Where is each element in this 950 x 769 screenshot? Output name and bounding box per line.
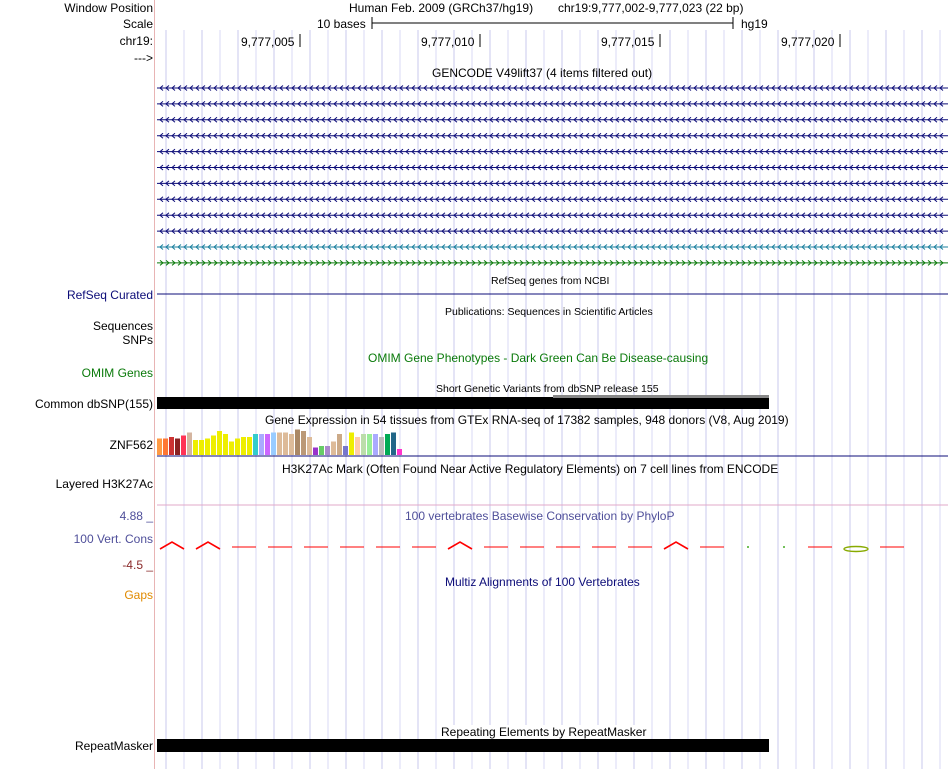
publications-title: Publications: Sequences in Scientific Articles (445, 306, 653, 318)
gtex-bar (319, 446, 324, 455)
gtex-bar (187, 433, 192, 456)
cons-max-label: 4.88 _ (119, 509, 153, 523)
gtex-bar (277, 433, 282, 456)
gtex-bar (241, 437, 246, 455)
gtex-bar (349, 433, 354, 456)
gtex-bar (271, 433, 276, 456)
dbsnp-title: Short Genetic Variants from dbSNP release 155 (436, 383, 659, 395)
gtex-bar (367, 434, 372, 455)
gtex-title: Gene Expression in 54 tissues from GTEx RNA-seq of 17382 samples, 948 donors (V8, Aug 2019) (265, 413, 789, 427)
cons-mark (664, 542, 688, 549)
cons-title: 100 vertebrates Basewise Conservation by PhyloP (405, 509, 675, 523)
cons-min-label: -4.5 _ (122, 558, 153, 572)
gtex-bar (397, 449, 402, 455)
repeatmasker-track-label[interactable]: RepeatMasker (74, 739, 153, 753)
tick-label: 9,777,005 (241, 35, 295, 49)
scale-bar-text: 10 bases (317, 17, 366, 31)
label-separator (154, 0, 155, 769)
gtex-bar (223, 434, 228, 455)
gtex-bar (337, 434, 342, 455)
gtex-bar (307, 437, 312, 455)
gtex-bar (205, 439, 210, 456)
multiz-title: Multiz Alignments of 100 Vertebrates (445, 575, 640, 589)
refseq-title: RefSeq genes from NCBI (491, 275, 610, 287)
gtex-bar (169, 437, 174, 455)
gencode-title: GENCODE V49lift37 (4 items filtered out) (432, 66, 653, 80)
cons-mark (196, 542, 220, 549)
refseq-track-label[interactable]: RefSeq Curated (66, 288, 153, 302)
gtex-bar (175, 439, 180, 456)
gtex-bar (163, 439, 168, 456)
gtex-bar (325, 446, 330, 455)
window-position-label: Window Position (64, 1, 153, 15)
gtex-bar (229, 442, 234, 456)
tick-label: 9,777,010 (421, 35, 475, 49)
gtex-bar (343, 446, 348, 455)
dbsnp-track-label[interactable]: Common dbSNP(155) (34, 397, 153, 411)
gtex-bar (247, 437, 252, 455)
gaps-label[interactable]: Gaps (124, 588, 153, 602)
gtex-bar (253, 434, 258, 455)
gtex-bar (361, 434, 366, 455)
cons-mark (160, 542, 184, 549)
scale-label: Scale (122, 17, 153, 31)
gtex-bar (313, 448, 318, 456)
cons-mark (448, 542, 472, 549)
gtex-bar (301, 431, 306, 455)
cons-track-label[interactable]: 100 Vert. Cons (73, 532, 153, 546)
gtex-bar (391, 433, 396, 456)
gtex-track-label[interactable]: ZNF562 (109, 438, 153, 452)
sequences-track-label[interactable]: Sequences (92, 319, 153, 333)
assembly-text: Human Feb. 2009 (GRCh37/hg19) (349, 1, 534, 15)
strand-label: ---> (134, 51, 153, 65)
gtex-bar (181, 436, 186, 456)
gtex-bar (157, 439, 162, 456)
omim-title: OMIM Gene Phenotypes - Dark Green Can Be Disease-causing (368, 351, 709, 365)
gtex-bar (373, 434, 378, 455)
gtex-bar (355, 437, 360, 455)
gtex-bar (385, 434, 390, 455)
gtex-bar (259, 434, 264, 455)
gtex-bar (217, 431, 222, 455)
gtex-bar (235, 439, 240, 456)
dbsnp-variant-overlap (553, 395, 769, 398)
position-text: chr19:9,777,002-9,777,023 (22 bp) (558, 1, 744, 15)
scale-db-text: hg19 (741, 17, 768, 31)
gtex-bar (265, 434, 270, 455)
gtex-bar (331, 442, 336, 456)
h3k27ac-track-label[interactable]: Layered H3K27Ac (55, 477, 153, 491)
gtex-bar (379, 437, 384, 455)
gtex-bar (193, 440, 198, 455)
tick-label: 9,777,015 (601, 35, 655, 49)
repeatmasker-title: Repeating Elements by RepeatMasker (441, 725, 647, 739)
dbsnp-variant-block[interactable] (157, 397, 769, 409)
tick-label: 9,777,020 (781, 35, 835, 49)
repeatmasker-block[interactable] (157, 739, 769, 752)
h3k27ac-title: H3K27Ac Mark (Often Found Near Active Regulatory Elements) on 7 cell lines from ENCODE (282, 462, 779, 476)
snps-track-label[interactable]: SNPs (122, 333, 153, 347)
gtex-bar (211, 436, 216, 456)
gtex-bar (283, 433, 288, 456)
omim-track-label[interactable]: OMIM Genes (81, 366, 153, 380)
chrom-label: chr19: (119, 34, 153, 48)
cons-mark (844, 547, 868, 552)
gtex-bar (199, 440, 204, 455)
gtex-bar (289, 434, 294, 455)
gtex-bar (295, 430, 300, 456)
